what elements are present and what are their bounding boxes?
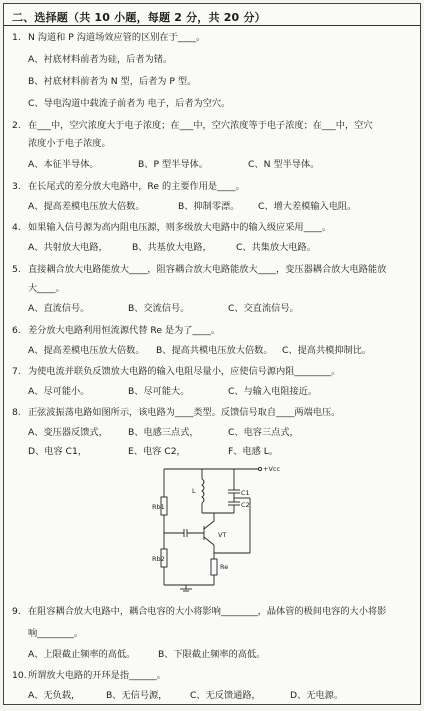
option-b: B、提高共模电压放大倍数。: [156, 345, 273, 356]
option-b: B、共基放大电路，: [132, 242, 212, 253]
option-d: D、电容 C1，: [28, 446, 88, 457]
re-resistor: [211, 559, 217, 575]
question-1-option-b: B、衬底材料前者为 N 型，后者为 P 型。: [28, 76, 197, 87]
question-text: 所谓放大电路的开环是指______。: [28, 670, 166, 681]
question-4-options: [28, 242, 316, 254]
question-5-options: [28, 303, 299, 315]
option-c: C、与输入电阻接近。: [228, 386, 318, 397]
option-c: C、提高共模抑制比。: [282, 345, 372, 356]
option-a: A、无负载，: [28, 690, 81, 701]
question-10-options: [28, 690, 343, 702]
question-3-stem: [12, 181, 245, 193]
re-label: Re: [220, 563, 229, 571]
option-a: A、直流信号。: [28, 303, 90, 314]
option-a: A、共射放大电路，: [28, 242, 108, 253]
option-c: C、增大差模输入电阻。: [258, 201, 357, 212]
option-b: B、抑制零漂。: [178, 201, 240, 212]
exam-page: [3, 3, 421, 705]
l-label: L: [192, 487, 196, 495]
question-1-option-c: C、导电沟道中载流子前者为 电子，后者为空穴。: [28, 98, 231, 109]
question-10-stem: [12, 670, 166, 682]
question-number: 5.: [12, 264, 21, 275]
option-c: C、交直流信号。: [228, 303, 299, 314]
question-2-stem: [12, 120, 373, 132]
c1-label: C1: [241, 489, 250, 497]
question-9-stem-cont: 响________。: [28, 628, 84, 639]
question-1-stem: [12, 32, 205, 44]
question-5-stem-cont: 大____。: [28, 283, 65, 294]
vcc-terminal: [258, 467, 261, 470]
question-number: 10.: [12, 670, 27, 681]
question-text: N 沟道和 P 沟道场效应管的区别在于____。: [28, 32, 206, 43]
option-b: B、无信号源，: [106, 690, 168, 701]
question-8-stem: [12, 407, 340, 419]
title-divider: [4, 25, 420, 26]
option-a: A、变压器反馈式，: [28, 427, 108, 438]
vt-label: VT: [218, 531, 227, 539]
question-number: 1.: [12, 32, 21, 43]
oscillator-circuit-diagram: [152, 463, 282, 595]
question-number: 8.: [12, 407, 21, 418]
question-8-options-row2: [28, 446, 278, 458]
question-text: 在___中，空穴浓度大于电子浓度；在___中，空穴浓度等于电子浓度；在___中，空穴: [28, 120, 373, 131]
question-7-stem: [12, 366, 340, 378]
c2-label: C2: [241, 501, 250, 509]
option-a: A、尽可能小。: [28, 386, 90, 397]
question-text: 直接耦合放大电路能放大____，阻容耦合放大电路能放大____，变压器耦合放大电路能放: [28, 264, 387, 275]
option-c: C、共集放大电路。: [236, 242, 316, 253]
vcc-label: +Vcc: [263, 465, 281, 473]
question-4-stem: [12, 222, 331, 234]
question-number: 3.: [12, 181, 21, 192]
question-8-options-row1: [28, 427, 299, 439]
option-a: A、上限截止频率的高低。: [28, 649, 136, 660]
option-c: C、电容三点式，: [228, 427, 299, 438]
question-1-option-a: A、衬底材料前者为硅，后者为锗。: [28, 54, 173, 65]
option-e: E、电容 C2，: [128, 446, 186, 457]
question-2-options: [28, 159, 319, 171]
question-text: 在长尾式的差分放大电路中，Re 的主要作用是____。: [28, 181, 245, 192]
option-b: B、尽可能大。: [128, 386, 190, 397]
option-b: B、P 型半导体。: [138, 159, 208, 170]
question-number: 9.: [12, 606, 21, 617]
question-5-stem: [12, 264, 386, 276]
option-a: A、提高差模电压放大倍数。: [28, 345, 145, 356]
option-b: B、电感三点式，: [128, 427, 199, 438]
option-a: A、本征半导体。: [28, 159, 99, 170]
question-3-options: [28, 201, 356, 213]
option-a: A、提高差模电压放大倍数。: [28, 201, 145, 212]
question-6-stem: [12, 325, 220, 337]
option-d: D、无电源。: [290, 690, 344, 701]
rb1-label: Rb1: [152, 503, 165, 511]
option-b: B、交流信号。: [128, 303, 190, 314]
rb2-label: Rb2: [152, 555, 165, 563]
question-7-options: [28, 386, 317, 398]
question-6-options: [28, 345, 371, 357]
section-title: 二、选择题（共 10 小题，每题 2 分，共 20 分）: [12, 11, 266, 24]
question-2-stem-cont: 浓度小于电子浓度。: [28, 138, 111, 149]
question-text: 为使电流并联负反馈放大电路的输入电阻尽量小，应使信号源内阻________。: [28, 366, 341, 377]
question-9-options: [28, 649, 265, 661]
option-c: C、无反馈通路，: [190, 690, 261, 701]
question-text: 正弦波振荡电路如图所示，该电路为____类型。反馈信号取自____两端电压。: [28, 407, 341, 418]
question-number: 4.: [12, 222, 21, 233]
question-number: 6.: [12, 325, 21, 336]
option-f: F、电感 L。: [228, 446, 279, 457]
question-text: 如果输入信号源为高内阻电压源，则多级放大电路中的输入级应采用____。: [28, 222, 332, 233]
question-text: 在阻容耦合放大电路中，耦合电容的大小将影响________，晶体管的极间电容的大小将影: [28, 606, 387, 617]
inductor-l: [202, 479, 204, 503]
question-text: 差分放大电路利用恒流源代替 Re 是为了____。: [28, 325, 221, 336]
question-number: 2.: [12, 120, 21, 131]
question-number: 7.: [12, 366, 21, 377]
question-9-stem: [12, 606, 386, 618]
option-c: C、N 型半导体。: [248, 159, 320, 170]
option-b: B、下限截止频率的高低。: [158, 649, 266, 660]
